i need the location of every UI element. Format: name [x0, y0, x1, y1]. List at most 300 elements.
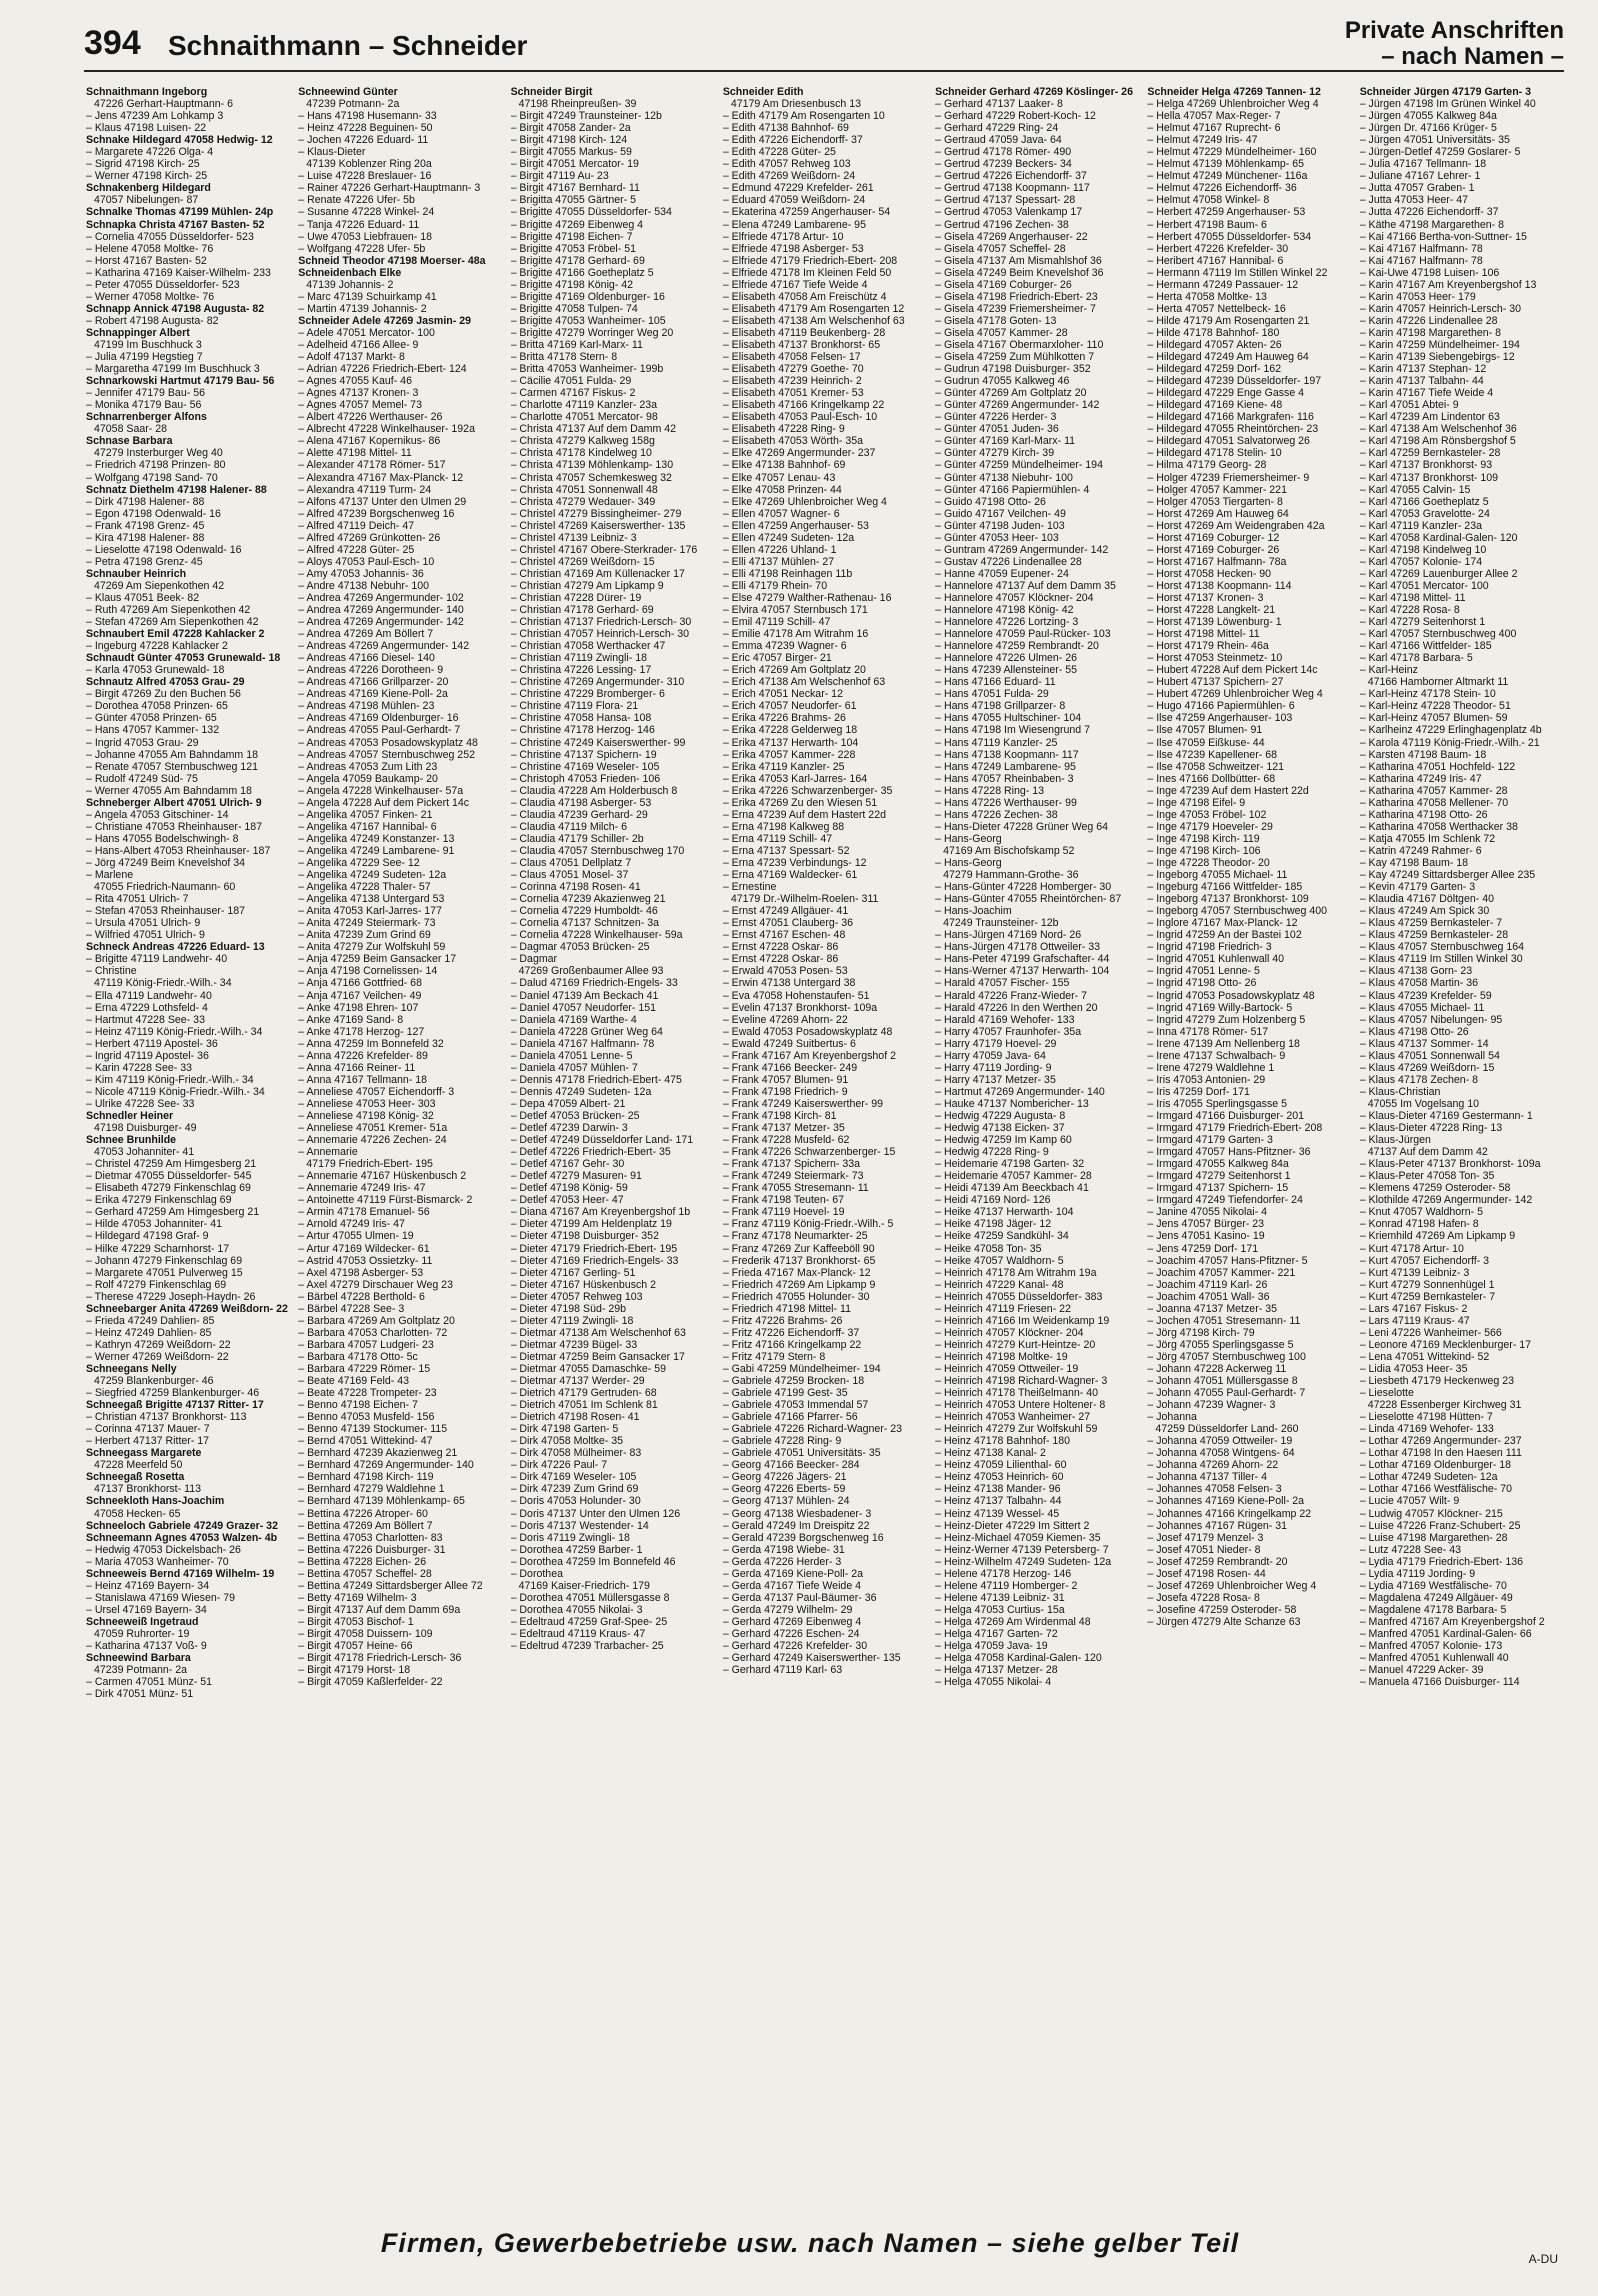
listing-entry: 47198 Duisburger- 49 [94, 1122, 197, 1135]
listing-entry: – Claudia 47228 Am Holderbusch 8 [510, 784, 678, 797]
listing-entry: – Depa 47059 Albert- 21 [510, 1097, 626, 1110]
listing-entry: – Josefa 47228 Rosa- 8 [1147, 1591, 1260, 1604]
listing-entry: 47179 Dr.-Wilhelm-Roelen- 311 [730, 893, 879, 906]
listing-entry: – Lieselotte 47198 Hütten- 7 [1359, 1411, 1493, 1424]
listing-entry: 47259 Blankenburger- 46 [94, 1375, 214, 1388]
listing-entry: – Heike 47057 Waldhorn- 5 [935, 1254, 1064, 1267]
listing-entry: – Klaus-Dieter [298, 146, 366, 159]
listing-entry: – Werner 47198 Kirch- 25 [86, 170, 208, 183]
listing-entry: – Gabriele 47226 Richard-Wagner- 23 [722, 1423, 903, 1436]
listing-entry: – Hildegard 47057 Akten- 26 [1147, 338, 1282, 351]
listing-entry: – Ingeburg 47166 Wittfelder- 185 [1147, 881, 1303, 894]
surname-entry: Schnapka Christa 47167 Basten- 52 [86, 218, 265, 231]
listing-entry: – Hans 47166 Eduard- 11 [935, 676, 1056, 689]
listing-entry: – Karl-Heinz [1359, 664, 1418, 677]
listing-entry: – Heinz 47249 Dahlien- 85 [86, 1326, 212, 1339]
listing-entry: – Alexandra 47167 Max-Planck- 12 [298, 471, 464, 484]
listing-entry: – Hilde 47179 Am Rosengarten 21 [1147, 314, 1310, 327]
listing-entry: – Heike 47198 Jäger- 12 [935, 1218, 1052, 1231]
listing-entry: – Andrea 47269 Angermunder- 140 [298, 604, 464, 617]
listing-entry: – Alfred 47228 Güter- 25 [298, 543, 415, 556]
listing-entry: – Johann 47228 Ackerweg 11 [1147, 1362, 1287, 1375]
surname-entry: Schneck Andreas 47226 Eduard- 13 [86, 941, 265, 954]
listing-entry: – Annemarie 47249 Iris- 47 [298, 1182, 426, 1195]
listing-entry: – Luise 47226 Franz-Schubert- 25 [1359, 1519, 1521, 1532]
listing-entry: – Horst 47169 Coburger- 12 [1147, 531, 1280, 544]
directory-column-4 [723, 86, 929, 2156]
listing-entry: – Ursel 47169 Bayern- 34 [86, 1603, 207, 1616]
listing-entry: – Ilse 47057 Blumen- 91 [1147, 724, 1263, 737]
listing-entry: – Werner 47058 Moltke- 76 [86, 290, 215, 303]
listing-entry: – Christel 47139 Leibniz- 3 [510, 531, 637, 544]
listing-entry: – Johanne 47055 Am Bahndamm 18 [86, 748, 258, 761]
listing-entry: – Alfons 47137 Unter den Ulmen 29 [298, 495, 467, 508]
listing-entry: – Ingrid 47279 Zum Holzenberg 5 [1147, 1013, 1306, 1026]
listing-entry: – Dieter 47198 Duisburger- 352 [510, 1230, 659, 1243]
listing-entry: – Frank 47166 Beecker- 249 [722, 1061, 858, 1074]
listing-entry: – Anke 47178 Herzog- 127 [298, 1025, 425, 1038]
listing-entry: – Ingrid 47259 An der Bastei 102 [1147, 929, 1302, 942]
listing-entry: – Horst 47139 Löwenburg- 1 [1147, 616, 1282, 629]
listing-entry: – Kathryn 47269 Weißdorn- 22 [86, 1338, 231, 1351]
listing-entry: – Wolfgang 47228 Ufer- 5b [298, 242, 426, 255]
listing-entry: – Johanna [1147, 1411, 1197, 1424]
listing-entry: – Elisabeth 47166 Kringelkamp 22 [722, 399, 885, 412]
listing-entry: – Karl 47137 Bronkhorst- 93 [1359, 459, 1493, 472]
listing-entry: – Christine 47137 Spichern- 19 [510, 748, 657, 761]
listing-entry: – Hans-Georg [935, 857, 1002, 869]
listing-entry: – Karin 47226 Lindenallee 28 [1359, 314, 1498, 327]
listing-entry: – Dirk 47226 Paul- 7 [510, 1459, 608, 1472]
surname-entry: Schnaithmann Ingeborg [86, 86, 208, 98]
listing-entry: – Bettina 47226 Duisburger- 31 [298, 1543, 446, 1556]
surname-entry: Schnappinger Albert [86, 326, 190, 339]
listing-entry: – Gertrud 47178 Römer- 490 [935, 146, 1072, 159]
listing-entry: – Ernst 47249 Allgäuer- 41 [722, 905, 849, 918]
listing-entry: – Ingrid 47169 Willy-Bartock- 5 [1147, 1001, 1293, 1014]
listing-entry: – Angelika 47249 Konstanzer- 13 [298, 832, 455, 845]
directory-columns [86, 86, 1566, 2156]
listing-entry: – Irene 47139 Am Nellenberg 18 [1147, 1037, 1300, 1050]
listing-entry: – Heinrich 47279 Kurt-Heintze- 20 [935, 1338, 1096, 1351]
listing-entry: – Hannelore 47059 Paul-Rücker- 103 [935, 628, 1111, 641]
listing-entry: – Heinz-Dieter 47229 Im Sittert 2 [935, 1519, 1090, 1532]
listing-entry: – Linda 47169 Wehofer- 133 [1359, 1423, 1494, 1436]
listing-entry: – Doris 47137 Unter den Ulmen 126 [510, 1507, 681, 1520]
page-category-line1: Private Anschriften [1344, 17, 1564, 44]
listing-entry: – Lieselotte 47198 Odenwald- 16 [86, 543, 242, 556]
listing-entry: – Elfriede 47179 Friedrich-Ebert- 208 [722, 254, 898, 267]
listing-entry: – Kira 47198 Halener- 88 [86, 531, 205, 544]
listing-entry: – Edith 47226 Eichendorff- 37 [722, 134, 863, 147]
listing-entry: – Eva 47058 Hohenstaufen- 51 [722, 989, 870, 1002]
listing-entry: – Elisabeth 47058 Am Freischütz 4 [722, 290, 887, 303]
listing-entry: – Hans 47249 Lambarene- 95 [935, 760, 1076, 773]
listing-entry: – Irmgard 47179 Garten- 3 [1147, 1134, 1273, 1147]
listing-entry: – Birgit 47058 Zander- 2a [510, 122, 631, 135]
listing-entry: – Birgit 47055 Markus- 59 [510, 146, 632, 159]
listing-entry: – Johannes 47058 Felsen- 3 [1147, 1483, 1282, 1496]
listing-entry: – Werner 47055 Am Bahndamm 18 [86, 784, 252, 797]
listing-entry: – Elvira 47057 Sternbusch 171 [722, 604, 868, 617]
listing-entry: – Karl 47198 Kindelweg 10 [1359, 543, 1487, 556]
listing-entry: – Anneliese 47051 Kremer- 51a [298, 1122, 448, 1135]
listing-entry: – Angela 47053 Gitschiner- 14 [86, 808, 229, 821]
listing-entry: – Jörg 47198 Kirch- 79 [1147, 1326, 1255, 1339]
listing-entry: – Elisabeth 47119 Beukenberg- 28 [722, 326, 886, 339]
listing-entry: – Bernhard 47198 Kirch- 119 [298, 1471, 434, 1484]
listing-entry: – Herbert 47198 Baum- 6 [1147, 218, 1267, 231]
listing-entry: – Christian 47178 Gerhard- 69 [510, 604, 654, 617]
listing-entry: – Detlef 47226 Friedrich-Ebert- 35 [510, 1146, 671, 1159]
listing-entry: – Anja 47167 Veilchen- 49 [298, 989, 422, 1002]
listing-entry: – Günter 47269 Angermunder- 142 [935, 399, 1100, 412]
listing-entry: – Detlef 47053 Heer- 47 [510, 1194, 624, 1207]
listing-entry: – Erika 47137 Herwarth- 104 [722, 736, 859, 749]
listing-entry: – Karsten 47198 Baum- 18 [1359, 748, 1487, 761]
listing-entry: 47228 Meerfeld 50 [94, 1459, 183, 1472]
surname-entry: Schnakenberg Hildegard [86, 182, 211, 195]
listing-entry: – Hedwig 47138 Eicken- 37 [935, 1122, 1065, 1135]
listing-entry: – Heribert 47167 Hannibal- 6 [1147, 254, 1284, 267]
listing-entry: – Lydia 47169 Westfälische- 70 [1359, 1579, 1507, 1592]
listing-entry: – Angela 47228 Auf dem Pickert 14c [298, 796, 470, 809]
listing-entry: – Erwald 47053 Posen- 53 [722, 965, 848, 978]
surname-entry: Schneewind Barbara [86, 1652, 191, 1665]
listing-entry: – Elisabeth 47228 Ring- 9 [722, 423, 845, 436]
listing-entry: – Hans 47057 Kammer- 132 [86, 724, 220, 737]
listing-entry: – Elisabeth 47051 Kremer- 53 [722, 387, 864, 400]
listing-entry: – Peter 47055 Düsseldorfer- 523 [86, 278, 240, 291]
listing-entry: – Herta 47057 Nettelbeck- 16 [1147, 302, 1286, 315]
listing-entry: – Klaus-Jürgen [1359, 1134, 1431, 1147]
listing-entry: – Erika 47226 Brahms- 26 [722, 712, 846, 725]
listing-entry: – Josef 47051 Nieder- 8 [1147, 1543, 1261, 1556]
listing-entry: – Ilse 47059 Eißkuse- 44 [1147, 736, 1265, 749]
surname-entry: Schnapp Annick 47198 Augusta- 82 [86, 302, 265, 315]
listing-entry: – Günter 47198 Juden- 103 [935, 519, 1065, 532]
listing-entry: – Karl 47178 Barbara- 5 [1359, 652, 1473, 665]
listing-entry: – Irmgard 47055 Kalkweg 84a [1147, 1158, 1289, 1171]
listing-entry: – Jürgen 47198 Im Grünen Winkel 40 [1359, 98, 1536, 111]
listing-entry: – Dietmar 47259 Beim Gansacker 17 [510, 1350, 685, 1363]
listing-entry: – Harry 47057 Fraunhofer- 35a [935, 1025, 1082, 1038]
page-category-line2: – nach Namen – [1381, 43, 1564, 70]
listing-entry: – Bettina 47269 Am Böllert 7 [298, 1519, 433, 1532]
listing-entry: – Irmgard 47279 Seitenhorst 1 [1147, 1170, 1291, 1183]
listing-entry: – Hildegard 47178 Stelin- 10 [1147, 447, 1282, 460]
listing-entry: – Jörg 47057 Sternbuschweg 100 [1147, 1350, 1306, 1363]
listing-entry: – Christine 47119 Flora- 21 [510, 700, 639, 713]
listing-entry: – Anita 47053 Karl-Jarres- 177 [298, 905, 442, 918]
listing-entry: – Hans 47226 Zechen- 38 [935, 808, 1058, 821]
listing-entry: – Carmen 47051 Münz- 51 [86, 1676, 213, 1689]
listing-entry: – Cornelia 47055 Düsseldorfer- 523 [86, 230, 254, 243]
listing-entry: – Katharina 47169 Kaiser-Wilhelm- 233 [86, 266, 271, 279]
listing-entry: – Franz 47178 Neumarkter- 25 [722, 1230, 868, 1243]
footer-code: A-DU [1528, 2252, 1558, 2266]
listing-entry: – Hilma 47179 Georg- 28 [1147, 459, 1267, 472]
listing-entry: – Harald 47169 Wehofer- 133 [935, 1013, 1075, 1026]
listing-entry: – Daniela 47051 Lenne- 5 [510, 1049, 633, 1062]
listing-entry: – Jens 47259 Dorf- 171 [1147, 1242, 1259, 1255]
listing-entry: – Heinz 47059 Lilienthal- 60 [935, 1459, 1067, 1472]
listing-entry: – Lothar 47269 Angermunder- 237 [1359, 1435, 1522, 1448]
listing-entry: – Dietrich 47198 Rosen- 41 [510, 1411, 640, 1424]
listing-entry: – Dietmar 47137 Werder- 29 [510, 1375, 645, 1388]
listing-entry: – Agnes 47055 Kauf- 46 [298, 375, 412, 388]
listing-entry: – Frank 47198 Teuten- 67 [722, 1194, 844, 1207]
listing-entry: – Christiane 47053 Rheinhauser- 187 [86, 820, 263, 833]
listing-entry: – Dalud 47169 Friedrich-Engels- 33 [510, 977, 678, 990]
listing-entry: – Helene 47139 Leibniz- 31 [935, 1591, 1065, 1604]
listing-entry: – Jürgen 47055 Kalkweg 84a [1359, 110, 1497, 123]
listing-entry: – Dietrich 47051 Im Schlenk 81 [510, 1399, 658, 1412]
surname-entry: Schneeweiß Ingetraud [86, 1615, 199, 1628]
listing-entry: – Heidi 47139 Am Beeckbach 41 [935, 1182, 1089, 1195]
listing-entry: – Karola 47119 König-Friedr.-Wilh.- 21 [1359, 736, 1540, 749]
listing-entry: – Klaus 47178 Zechen- 8 [1359, 1073, 1479, 1086]
listing-entry: – Iris 47259 Dorf- 171 [1147, 1085, 1250, 1098]
listing-entry: – Iris 47055 Sperlingsgasse 5 [1147, 1097, 1287, 1110]
listing-entry: – Heinz 47178 Bahnhof- 180 [935, 1435, 1071, 1448]
listing-entry: – Andreas 47169 Kiene-Poll- 2a [298, 688, 448, 701]
listing-entry: – Britta 47053 Wanheimer- 199b [510, 363, 664, 376]
listing-entry: – Horst 47198 Mittel- 11 [1147, 628, 1260, 641]
listing-entry: – Heinz 47053 Heinrich- 60 [935, 1471, 1064, 1484]
listing-entry: – Kay 47198 Baum- 18 [1359, 857, 1469, 869]
listing-entry: – Karin 47053 Heer- 179 [1359, 290, 1476, 303]
listing-entry: 47249 Traunsteiner- 12b [943, 917, 1059, 930]
listing-entry: – Christian 47279 Am Lipkamp 9 [510, 579, 664, 592]
listing-entry: – Lars 47167 Fiskus- 2 [1359, 1302, 1468, 1315]
listing-entry: – Josef 47259 Rembrandt- 20 [1147, 1555, 1288, 1568]
listing-entry: – Helga 47269 Uhlenbroicher Weg 4 [1147, 98, 1319, 111]
listing-entry: – Horst 47228 Langkelt- 21 [1147, 604, 1276, 617]
listing-entry: – Nicole 47119 König-Friedr.-Wilh.- 34 [86, 1085, 265, 1098]
listing-entry: – Hartmut 47228 See- 33 [86, 1013, 205, 1026]
listing-entry: – Hanne 47059 Eupener- 24 [935, 567, 1069, 580]
listing-entry: – Jutta 47226 Eichendorff- 37 [1359, 206, 1499, 219]
listing-entry: – Klothilde 47269 Angermunder- 142 [1359, 1194, 1533, 1207]
listing-entry: – Brigitte 47119 Landwehr- 40 [86, 953, 228, 966]
listing-entry: – Johanna 47059 Ottweiler- 19 [1147, 1435, 1293, 1448]
listing-entry: – Andreas 47166 Grillparzer- 20 [298, 676, 449, 689]
listing-entry: – Günter 47058 Prinzen- 65 [86, 712, 217, 725]
listing-entry: – Heike 47058 Ton- 35 [935, 1242, 1042, 1255]
listing-entry: – Alette 47198 Mittel- 11 [298, 447, 412, 460]
listing-entry: – Friedrich 47055 Holunder- 30 [722, 1290, 870, 1303]
surname-entry: Schneider Helga 47269 Tannen- 12 [1147, 86, 1321, 98]
listing-entry: – Ingeburg 47228 Kahlacker 2 [86, 640, 228, 653]
listing-entry: – Kai 47166 Bertha-von-Suttner- 15 [1359, 230, 1527, 243]
listing-entry: – Angela 47228 Winkelhauser- 57a [298, 784, 464, 797]
listing-entry: – Klaus-Dieter 47228 Ring- 13 [1359, 1122, 1503, 1135]
listing-entry: – Heinrich 47198 Moltke- 19 [935, 1350, 1068, 1363]
listing-entry: – Heike 47137 Herwarth- 104 [935, 1206, 1074, 1219]
listing-entry: – Guido 47198 Otto- 26 [935, 495, 1046, 508]
listing-entry: – Detlef 47239 Darwin- 3 [510, 1122, 628, 1135]
listing-entry: – Brigitte 47198 König- 42 [510, 278, 634, 291]
listing-entry: – Friedrich 47198 Mittel- 11 [722, 1302, 852, 1315]
listing-entry: – Dieter 47179 Friedrich-Ebert- 195 [510, 1242, 678, 1255]
listing-entry: – Jochen 47226 Eduard- 11 [298, 134, 429, 147]
listing-entry: – Gerhard 47229 Ring- 24 [935, 122, 1059, 135]
listing-entry: – Klaus 47138 Gorn- 23 [1359, 965, 1473, 978]
listing-entry: – Katharina 47198 Otto- 26 [1359, 808, 1488, 821]
listing-entry: – Hannelore 47226 Lortzing- 3 [935, 616, 1079, 629]
listing-entry: – Daniela 47167 Halfmann- 78 [510, 1037, 655, 1050]
listing-entry: – Dieter 47057 Rehweg 103 [510, 1290, 643, 1303]
listing-entry: – Elfriede 47198 Asberger- 53 [722, 242, 864, 255]
listing-entry: – Heinrich 47198 Richard-Wagner- 3 [935, 1375, 1108, 1388]
listing-entry: – Holger 47057 Kammer- 221 [1147, 483, 1287, 496]
listing-entry: – Harald 47057 Fischer- 155 [935, 977, 1070, 990]
listing-entry: – Benno 47198 Eichen- 7 [298, 1399, 418, 1412]
listing-entry: – Gerda 47137 Paul-Bäumer- 36 [722, 1591, 877, 1604]
listing-entry: – Lothar 47169 Oldenburger- 18 [1359, 1459, 1512, 1472]
listing-entry: – Heinrich 47119 Friesen- 22 [935, 1302, 1071, 1315]
listing-entry: – Cornelia 47228 Winkelhauser- 59a [510, 929, 683, 942]
listing-entry: – Astrid 47053 Ossietzky- 11 [298, 1254, 433, 1267]
directory-column-2 [298, 86, 504, 2156]
listing-entry: – Jennifer 47179 Bau- 56 [86, 387, 205, 400]
listing-entry: – Fritz 47166 Kringelkamp 22 [722, 1338, 862, 1351]
listing-entry: – Elisabeth 47239 Heinrich- 2 [722, 375, 862, 388]
listing-entry: – Elke 47057 Lenau- 43 [722, 471, 836, 484]
listing-entry: – Brigitte 47053 Fröbel- 51 [510, 242, 636, 255]
listing-entry: – Gerald 47239 Borgschenweg 16 [722, 1531, 884, 1544]
listing-entry: – Andreas 47053 Posadowskyplatz 48 [298, 736, 478, 749]
listing-entry: – Hans-Werner 47137 Herwarth- 104 [935, 965, 1110, 978]
listing-entry: – Georg 47137 Mühlen- 24 [722, 1495, 850, 1508]
listing-entry: – Alexander 47178 Römer- 517 [298, 459, 446, 472]
listing-entry: – Erika 47053 Karl-Jarres- 164 [722, 772, 868, 785]
listing-entry: – Gisela 47198 Friedrich-Ebert- 23 [935, 290, 1098, 303]
listing-entry: – Heinrich 47178 Theißelmann- 40 [935, 1387, 1099, 1400]
listing-entry: – Cornelia 47137 Schnitzen- 3a [510, 917, 659, 930]
listing-entry: – Dirk 47198 Garten- 5 [510, 1423, 619, 1436]
listing-entry: – Ines 47166 Dollbütter- 68 [1147, 772, 1276, 785]
listing-entry: – Gisela 47169 Coburger- 26 [935, 278, 1072, 291]
listing-entry: – Andrea 47269 Angermunder- 142 [298, 616, 464, 629]
listing-entry: – Barbara 47178 Otto- 5c [298, 1350, 418, 1363]
listing-entry: 47198 Rheinpreußen- 39 [518, 98, 637, 111]
listing-entry: – Lothar 47166 Westfälische- 70 [1359, 1483, 1513, 1496]
surname-entry: Schneegass Margarete [86, 1447, 202, 1460]
listing-entry: – Karin 47167 Tiefe Weide 4 [1359, 387, 1494, 400]
listing-entry: – Erna 47169 Waldecker- 61 [722, 869, 858, 882]
listing-entry: – Detlef 47053 Brücken- 25 [510, 1109, 640, 1122]
listing-entry: – Heinz-Werner 47139 Petersberg- 7 [935, 1543, 1109, 1556]
listing-entry: – Dorothea 47055 Nikolai- 3 [510, 1603, 643, 1616]
listing-entry: – Edmund 47229 Krefelder- 261 [722, 182, 874, 195]
listing-entry: – Karl-Heinz 47178 Stein- 10 [1359, 688, 1496, 701]
listing-entry: – Günter 47279 Kirch- 39 [935, 447, 1055, 460]
listing-entry: – Anke 47198 Ehren- 107 [298, 1001, 419, 1014]
listing-entry: – Klaus 47239 Krefelder- 59 [1359, 989, 1492, 1002]
listing-entry: – Luise 47228 Breslauer- 16 [298, 170, 432, 183]
listing-entry: – Christel 47269 Weißdorn- 15 [510, 555, 655, 568]
listing-entry: – Cornelia 47239 Akazienweg 21 [510, 893, 666, 906]
listing-entry: – Elfriede 47178 Artur- 10 [722, 230, 844, 243]
listing-entry: – Bettina 47228 Eichen- 26 [298, 1555, 427, 1568]
listing-entry: – Hermann 47119 Im Stillen Winkel 22 [1147, 266, 1328, 279]
listing-entry: – Gerda 47279 Wilhelm- 29 [722, 1603, 853, 1616]
listing-entry: – Anja 47198 Cornelissen- 14 [298, 965, 438, 978]
listing-entry: – Brigitte 47198 Eichen- 7 [510, 230, 633, 243]
listing-entry: – Martin 47139 Johannis- 2 [298, 302, 427, 315]
listing-entry: – Hans 47138 Koopmann- 117 [935, 748, 1079, 761]
listing-entry: – Franz 47269 Zur Kaffeeböll 90 [722, 1242, 875, 1255]
listing-entry: – Harry 47059 Java- 64 [935, 1049, 1046, 1062]
listing-entry: – Christel 47167 Obere-Sterkrader- 176 [510, 543, 698, 556]
listing-entry: – Stanislawa 47169 Wiesen- 79 [86, 1591, 235, 1604]
listing-entry: – Harry 47137 Metzer- 35 [935, 1073, 1056, 1086]
listing-entry: – Antoinette 47119 Fürst-Bismarck- 2 [298, 1194, 473, 1207]
listing-entry: – Heinz 47137 Talbahn- 44 [935, 1495, 1062, 1508]
listing-entry: – Werner 47269 Weißdorn- 22 [86, 1350, 229, 1363]
listing-entry: – Christel 47269 Kaiserswerther- 135 [510, 519, 686, 532]
listing-entry: – Annemarie [298, 1146, 358, 1159]
surname-entry: Schneeloch Gabriele 47249 Grazer- 32 [86, 1519, 278, 1532]
listing-entry: – Hildegard 47051 Salvatorweg 26 [1147, 435, 1310, 448]
listing-entry: – Elfriede 47178 Im Kleinen Feld 50 [722, 266, 892, 279]
listing-entry: – Holger 47053 Tiergarten- 8 [1147, 495, 1283, 508]
listing-entry: – Edith 47057 Rehweg 103 [722, 158, 851, 171]
listing-entry: – Ilse 47259 Angerhauser- 103 [1147, 712, 1293, 725]
listing-entry: – Josefine 47259 Osteroder- 58 [1147, 1603, 1297, 1616]
listing-entry: – Gabriele 47051 Universitäts- 35 [722, 1447, 881, 1460]
listing-entry: – Günter 47166 Papiermühlen- 4 [935, 483, 1090, 496]
listing-entry: – Agnes 47137 Kronen- 3 [298, 387, 419, 400]
listing-entry: – Betty 47169 Wilhelm- 3 [298, 1591, 417, 1604]
listing-entry: – Bernhard 47269 Angermunder- 140 [298, 1459, 474, 1472]
listing-entry: – Annemarie 47226 Zechen- 24 [298, 1134, 447, 1147]
listing-entry: – Beate 47228 Trompeter- 23 [298, 1387, 437, 1400]
listing-entry: – Joachim 47119 Karl- 26 [1147, 1278, 1268, 1291]
listing-entry: – Hubert 47269 Uhlenbroicher Weg 4 [1147, 688, 1323, 701]
listing-entry: 47259 Düsseldorfer Land- 260 [1155, 1423, 1299, 1436]
listing-entry: – Ingrid 47119 Apostel- 36 [86, 1049, 209, 1062]
listing-entry: – Hannelore 47259 Rembrandt- 20 [935, 640, 1099, 653]
listing-entry: – Erika 47119 Kanzler- 25 [722, 760, 845, 773]
listing-entry: – Ingeborg 47055 Michael- 11 [1147, 869, 1288, 882]
surname-entry: Schnee Brunhilde [86, 1134, 177, 1147]
listing-entry: – Axel 47279 Dirschauer Weg 23 [298, 1278, 453, 1291]
surname-entry: Schnarrenberger Alfons [86, 411, 207, 424]
listing-entry: – Ellen 47249 Sudeten- 12a [722, 531, 855, 544]
listing-entry: – Birgit 47179 Horst- 18 [298, 1664, 411, 1677]
listing-entry: – Klemens 47259 Osteroder- 58 [1359, 1182, 1511, 1195]
surname-entry: Schneider Jürgen 47179 Garten- 3 [1359, 86, 1532, 98]
listing-entry: – Hannelore 47198 König- 42 [935, 604, 1074, 617]
listing-entry: – Elisabeth 47137 Bronkhorst- 65 [722, 338, 881, 351]
listing-entry: – Bernhard 47139 Möhlenkamp- 65 [298, 1495, 465, 1508]
listing-entry: – Helga 47058 Kardinal-Galen- 120 [935, 1652, 1102, 1665]
listing-entry: – Elli 47179 Rhein- 70 [722, 579, 828, 592]
listing-entry: – Karl 47137 Bronkhorst- 109 [1359, 471, 1499, 484]
surname-entry: Schneider Edith [722, 86, 804, 98]
listing-entry: – Heike 47259 Sandkühl- 34 [935, 1230, 1069, 1243]
surname-entry: Schneidenbach Elke [298, 266, 402, 279]
listing-entry: – Elli 47137 Mühlen- 27 [722, 555, 835, 568]
listing-entry: – Gertrud 47239 Beckers- 34 [935, 158, 1072, 171]
listing-entry: – Heinz 47228 Beguinen- 50 [298, 122, 433, 135]
listing-entry: – Dennis 47249 Sudeten- 12a [510, 1085, 652, 1098]
listing-entry: – Petra 47198 Grenz- 45 [86, 555, 203, 568]
listing-entry: – Gisela 47269 Angerhauser- 22 [935, 230, 1088, 243]
